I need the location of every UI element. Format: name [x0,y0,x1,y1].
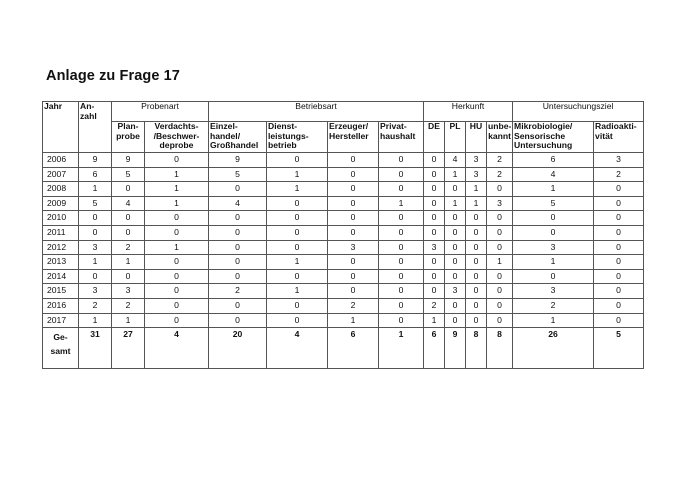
table-cell: 0 [594,240,644,255]
table-cell: 1 [145,182,209,197]
table-cell: 1 [379,196,424,211]
table-cell: 0 [209,269,267,284]
table-cell: 0 [328,284,379,299]
total-cell: 20 [209,328,267,369]
sub-header-row [43,122,644,153]
subheader-dienstleistung: Dienst- leistungs- betrieb [267,122,328,153]
table-cell: 0 [424,255,445,270]
table-cell: 1 [487,255,513,270]
total-cell: 9 [445,328,466,369]
year-cell: 2008 [43,182,79,197]
table-cell: 0 [424,269,445,284]
table-cell: 0 [209,211,267,226]
table-cell: 1 [513,255,594,270]
table-cell: 2 [487,167,513,182]
table-cell: 0 [267,240,328,255]
table-cell: 0 [513,225,594,240]
table-cell: 1 [79,182,112,197]
table-cell: 0 [209,240,267,255]
total-cell: 4 [145,328,209,369]
table-cell: 0 [209,225,267,240]
table-cell: 0 [209,255,267,270]
table-cell: 2 [112,240,145,255]
page-title: Anlage zu Frage 17 [46,68,180,84]
header-untersuchungsziel: Untersuchungsziel [513,102,644,122]
table-cell: 0 [145,313,209,328]
table-cell: 0 [513,269,594,284]
table-cell: 2 [79,298,112,313]
table-cell: 0 [379,153,424,168]
table-cell: 6 [513,153,594,168]
table-cell: 2 [209,284,267,299]
table-cell: 0 [379,269,424,284]
table-cell: 0 [145,255,209,270]
table-cell: 0 [424,167,445,182]
table-row [43,211,644,226]
table-cell: 0 [379,255,424,270]
table-cell: 0 [379,225,424,240]
header-anzahl: An- zahl [79,102,112,153]
table-cell: 3 [445,284,466,299]
table-cell: 3 [594,153,644,168]
table-cell: 0 [328,167,379,182]
table-row [43,298,644,313]
table-cell: 1 [445,167,466,182]
table-cell: 0 [594,313,644,328]
table-cell: 0 [424,196,445,211]
table-cell: 3 [112,284,145,299]
table-cell: 1 [112,255,145,270]
subheader-de: DE [424,122,445,153]
table-cell: 0 [379,240,424,255]
total-cell: 4 [267,328,328,369]
table-cell: 3 [466,167,487,182]
table-cell: 0 [487,284,513,299]
table-row [43,284,644,299]
total-cell: 8 [487,328,513,369]
table-cell: 9 [79,153,112,168]
year-cell: 2009 [43,196,79,211]
table-cell: 0 [267,269,328,284]
table-cell: 0 [466,225,487,240]
table-cell: 3 [79,284,112,299]
table-cell: 0 [445,211,466,226]
table-cell: 2 [487,153,513,168]
total-cell: 5 [594,328,644,369]
subheader-planprobe: Plan- probe [112,122,145,153]
table-cell: 3 [513,240,594,255]
subheader-hu: HU [466,122,487,153]
table-cell: 3 [466,153,487,168]
table-cell: 0 [79,225,112,240]
table-cell: 0 [379,284,424,299]
group-header-row [43,102,644,122]
table-cell: 3 [328,240,379,255]
table-cell: 0 [445,269,466,284]
table-cell: 0 [209,313,267,328]
table-cell: 0 [594,196,644,211]
table-cell: 0 [487,313,513,328]
table-cell: 0 [424,284,445,299]
table-cell: 1 [267,255,328,270]
year-cell: 2014 [43,269,79,284]
table-cell: 2 [424,298,445,313]
table-cell: 0 [112,269,145,284]
table-row [43,269,644,284]
table-cell: 1 [513,182,594,197]
table-cell: 4 [513,167,594,182]
table-cell: 0 [466,269,487,284]
table-cell: 0 [145,298,209,313]
total-label: Ge- samt [43,328,79,369]
total-cell: 26 [513,328,594,369]
table-row [43,167,644,182]
table-cell: 0 [267,313,328,328]
table-cell: 1 [466,196,487,211]
table-cell: 0 [466,211,487,226]
table-cell: 0 [209,298,267,313]
table-cell: 0 [379,211,424,226]
subheader-privathaushalt: Privat- haushalt [379,122,424,153]
table-cell: 0 [594,182,644,197]
table-cell: 0 [594,255,644,270]
table-cell: 0 [379,313,424,328]
table-row [43,182,644,197]
table-cell: 1 [445,196,466,211]
table-cell: 0 [112,182,145,197]
table-cell: 1 [79,255,112,270]
total-cell: 1 [379,328,424,369]
table-cell: 0 [445,298,466,313]
table-cell: 0 [594,298,644,313]
table-cell: 3 [513,284,594,299]
data-table [42,101,644,369]
year-cell: 2013 [43,255,79,270]
table-cell: 0 [145,225,209,240]
table-cell: 0 [328,196,379,211]
table-cell: 9 [209,153,267,168]
table-cell: 1 [466,182,487,197]
table-cell: 5 [79,196,112,211]
table-cell: 0 [487,240,513,255]
table-cell: 2 [112,298,145,313]
table-cell: 0 [79,269,112,284]
table-cell: 0 [466,298,487,313]
table-cell: 0 [466,255,487,270]
table-cell: 0 [594,269,644,284]
table-cell: 0 [328,225,379,240]
table-cell: 0 [445,240,466,255]
table-cell: 0 [424,225,445,240]
table-cell: 0 [328,153,379,168]
table-cell: 1 [267,284,328,299]
table-cell: 3 [487,196,513,211]
table-cell: 1 [267,182,328,197]
header-probenart: Probenart [112,102,209,122]
table-cell: 6 [79,167,112,182]
table-cell: 0 [379,182,424,197]
table-cell: 0 [487,225,513,240]
table-cell: 0 [328,269,379,284]
table-cell: 0 [79,211,112,226]
table-cell: 3 [424,240,445,255]
table-cell: 0 [466,284,487,299]
year-cell: 2010 [43,211,79,226]
table-cell: 0 [594,284,644,299]
year-cell: 2015 [43,284,79,299]
table-cell: 4 [112,196,145,211]
data-body [43,153,644,328]
table-cell: 0 [267,298,328,313]
table-cell: 0 [424,182,445,197]
subheader-unbekannt: unbe- kannt [487,122,513,153]
table-cell: 0 [594,225,644,240]
table-cell: 0 [145,269,209,284]
table-cell: 1 [513,313,594,328]
table-cell: 0 [112,225,145,240]
year-cell: 2017 [43,313,79,328]
table-cell: 0 [328,211,379,226]
table-cell: 0 [487,211,513,226]
table-cell: 0 [445,255,466,270]
header-jahr: Jahr [43,102,79,153]
table-cell: 0 [487,298,513,313]
table-cell: 0 [328,255,379,270]
year-cell: 2006 [43,153,79,168]
table-cell: 1 [145,240,209,255]
table-cell: 0 [466,313,487,328]
table-row [43,153,644,168]
table-cell: 0 [209,182,267,197]
table-cell: 0 [445,225,466,240]
table-cell: 1 [79,313,112,328]
table-cell: 1 [145,167,209,182]
total-cell: 27 [112,328,145,369]
total-row [43,328,644,369]
table-cell: 0 [445,182,466,197]
table-cell: 0 [145,153,209,168]
year-cell: 2012 [43,240,79,255]
header-herkunft: Herkunft [424,102,513,122]
table-cell: 0 [145,284,209,299]
table-cell: 3 [79,240,112,255]
table-cell: 0 [112,211,145,226]
table-cell: 5 [112,167,145,182]
year-cell: 2011 [43,225,79,240]
table-cell: 0 [267,153,328,168]
table-cell: 1 [267,167,328,182]
total-cell: 8 [466,328,487,369]
table-cell: 0 [424,211,445,226]
year-cell: 2007 [43,167,79,182]
table-cell: 2 [328,298,379,313]
subheader-erzeuger: Erzeuger/ Hersteller [328,122,379,153]
table-cell: 2 [594,167,644,182]
subheader-radioaktivitaet: Radioakti- vität [594,122,644,153]
table-cell: 1 [112,313,145,328]
table-row [43,196,644,211]
table-cell: 4 [445,153,466,168]
table-cell: 0 [466,240,487,255]
subheader-verdachtsprobe: Verdachts- /Beschwer- deprobe [145,122,209,153]
total-cell: 6 [328,328,379,369]
table-cell: 0 [379,167,424,182]
table-cell: 0 [487,182,513,197]
subheader-mikrobiologie: Mikrobiologie/ Sensorische Untersuchung [513,122,594,153]
table-cell: 0 [145,211,209,226]
table-cell: 9 [112,153,145,168]
table-cell: 0 [487,269,513,284]
table-cell: 4 [209,196,267,211]
table-cell: 5 [209,167,267,182]
table-cell: 0 [267,225,328,240]
table-cell: 1 [328,313,379,328]
table-row [43,313,644,328]
table-cell: 1 [145,196,209,211]
subheader-einzelhandel: Einzel- handel/ Großhandel [209,122,267,153]
table-cell: 0 [445,313,466,328]
table-cell: 1 [424,313,445,328]
table-cell: 0 [424,153,445,168]
table-cell: 2 [513,298,594,313]
subheader-pl: PL [445,122,466,153]
year-cell: 2016 [43,298,79,313]
table-row [43,255,644,270]
table-cell: 0 [379,298,424,313]
header-betriebsart: Betriebsart [209,102,424,122]
table-row [43,240,644,255]
table-cell: 5 [513,196,594,211]
table-cell: 0 [513,211,594,226]
table-row [43,225,644,240]
table-cell: 0 [594,211,644,226]
table-cell: 0 [328,182,379,197]
total-cell: 6 [424,328,445,369]
total-cell: 31 [79,328,112,369]
table-cell: 0 [267,196,328,211]
table-cell: 0 [267,211,328,226]
